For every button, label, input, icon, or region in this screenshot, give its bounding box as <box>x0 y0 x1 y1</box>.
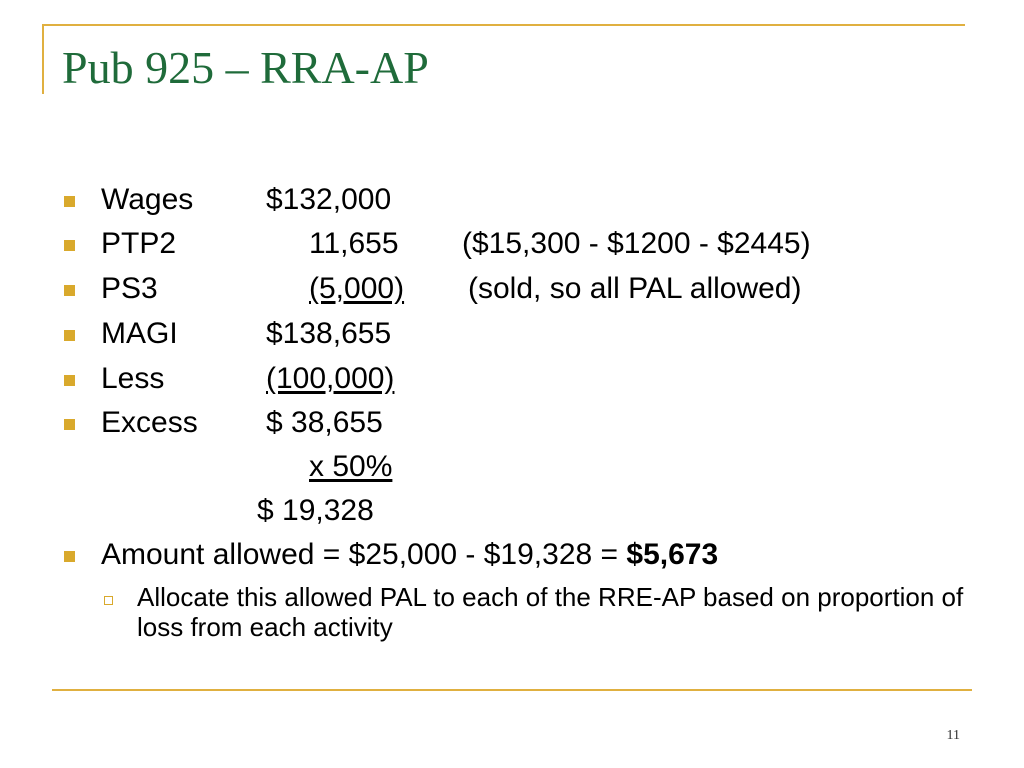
row-label: Less <box>101 362 165 395</box>
page-number: 11 <box>946 728 960 743</box>
square-bullet-icon <box>64 375 75 386</box>
row-note: (sold, so all PAL allowed) <box>468 272 802 305</box>
row-amount: 11,655 <box>309 227 399 260</box>
multiplier-value: x 50% <box>309 450 393 483</box>
bottom-border-line <box>52 689 972 691</box>
square-bullet-icon <box>64 285 75 296</box>
row-note: ($15,300 - $1200 - $2445) <box>462 227 811 260</box>
row-label: Excess <box>101 406 198 439</box>
amount-allowed-formula: Amount allowed = $25,000 - $19,328 = <box>101 538 627 571</box>
amount-allowed-text <box>101 537 718 573</box>
row-label: PS3 <box>101 272 158 305</box>
square-bullet-icon <box>64 330 75 341</box>
product-value: $ 19,328 <box>257 494 374 527</box>
slide-title: Pub 925 – RRA-AP <box>62 42 429 93</box>
row-amount: $138,655 <box>266 317 392 350</box>
amount-allowed-value: $5,673 <box>626 538 719 571</box>
row-label: PTP2 <box>101 227 177 260</box>
sub-note: Allocate this allowed PAL to each of the RRE-AP based on proportion of loss from each activity <box>137 582 964 642</box>
row-label: Wages <box>101 183 194 216</box>
square-bullet-icon <box>64 196 75 207</box>
row-amount: $132,000 <box>266 183 392 216</box>
hollow-square-bullet-icon <box>104 596 113 605</box>
row-label: MAGI <box>101 317 178 350</box>
square-bullet-icon <box>64 240 75 251</box>
row-amount: (100,000) <box>266 362 395 395</box>
row-amount: (5,000) <box>309 272 405 305</box>
square-bullet-icon <box>64 419 75 430</box>
row-amount: $ 38,655 <box>266 406 383 439</box>
square-bullet-icon <box>64 551 75 562</box>
